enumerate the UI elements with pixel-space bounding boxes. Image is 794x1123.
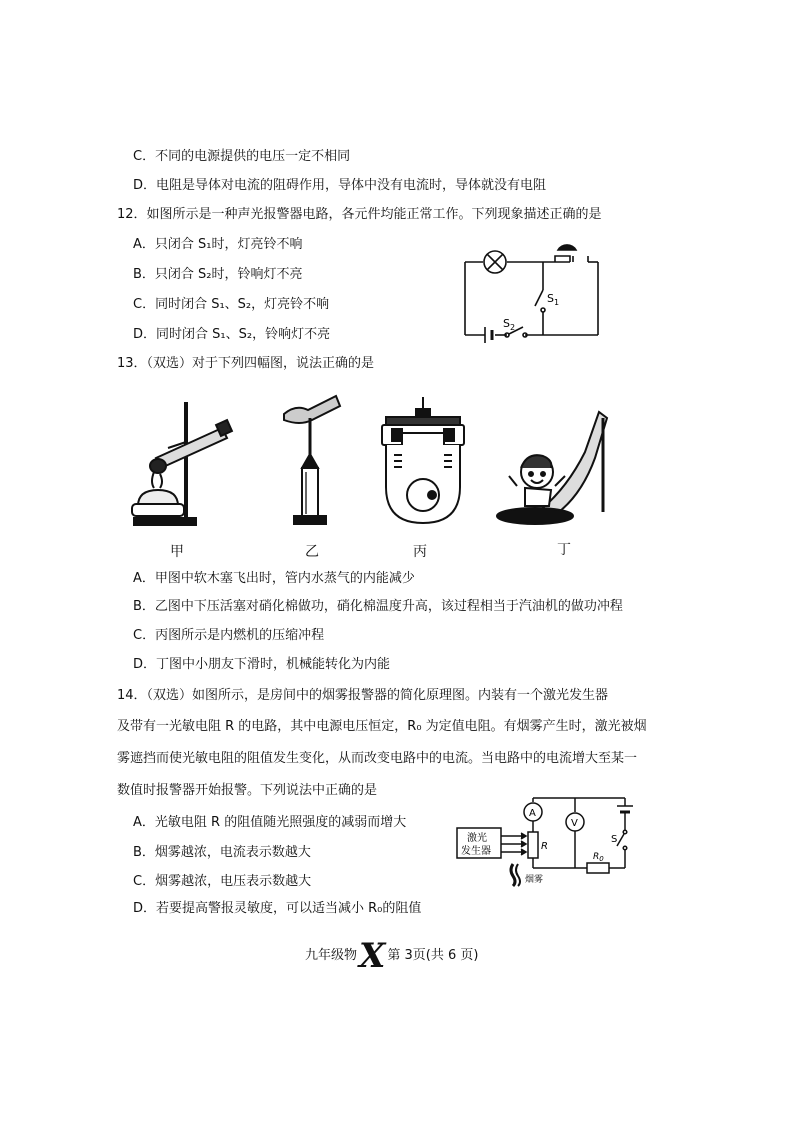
q14-option-b: B．烟雾越浓，电流表示数越大	[133, 845, 311, 860]
svg-text:S2: $S_2$	[503, 317, 516, 332]
question-14-line-3: 雾遮挡而使光敏电阻的阻值发生变化，从而改变电路中的电流。当电路中的电流增大至某一	[117, 751, 638, 766]
svg-text:R0: $R_0$	[593, 852, 604, 863]
figure-jia-test-tube-apparatus	[126, 398, 238, 528]
question-14-line-1: 14．（双选）如图所示，是房间中的烟雾报警器的简化原理图。内装有一个激光发生器	[117, 688, 609, 703]
footer-mark: X	[359, 936, 386, 976]
svg-text:V: V	[571, 818, 578, 829]
svg-text:A: A	[529, 808, 536, 819]
q14-option-a: A．光敏电阻 R 的阻值随光照强度的减弱而增大	[133, 815, 407, 830]
q14-option-c: C．烟雾越浓，电压表示数越大	[133, 874, 312, 889]
figure-yi-air-compression-tube	[278, 392, 346, 528]
svg-text:烟雾: 烟雾	[525, 875, 544, 885]
footer-subject: 九年级物	[305, 948, 358, 963]
q13-option-c: C．丙图所示是内燃机的压缩冲程	[133, 628, 325, 643]
svg-text:R: R	[541, 841, 548, 852]
q14-option-d: D．若要提高警报灵敏度，可以适当减小 R₀的阻值	[133, 901, 422, 916]
figure-bing-engine-cylinder	[380, 395, 466, 527]
q12-option-a: A．只闭合 S₁时，灯亮铃不响	[133, 237, 303, 252]
svg-text:发生器: 发生器	[461, 846, 491, 857]
svg-text:S1: $S_1$	[547, 292, 560, 307]
figure-ding-child-on-slide	[495, 402, 613, 526]
option-d-prev: D．电阻是导体对电流的阻碍作用，导体中没有电流时，导体就没有电阻	[133, 178, 547, 193]
q13-option-d: D．丁图中小朋友下滑时，机械能转化为内能	[133, 657, 391, 672]
caption-jia: 甲	[170, 544, 184, 560]
question-12: 12．如图所示是一种声光报警器电路，各元件均能正常工作。下列现象描述正确的是	[117, 207, 602, 222]
q12-option-b: B．只闭合 S₂时，铃响灯不亮	[133, 267, 303, 282]
caption-ding: 丁	[557, 542, 571, 558]
q13-option-a: A．甲图中软木塞飞出时，管内水蒸气的内能减少	[133, 571, 415, 586]
q12-option-d: D．同时闭合 S₁、S₂，铃响灯不亮	[133, 327, 331, 342]
question-13: 13．（双选）对于下列四幅图，说法正确的是	[117, 356, 375, 371]
svg-text:激光: 激光	[467, 833, 487, 844]
option-c-prev: C．不同的电源提供的电压一定不相同	[133, 149, 351, 164]
q13-option-b: B．乙图中下压活塞对硝化棉做功，硝化棉温度升高，该过程相当于汽油机的做功冲程	[133, 599, 623, 614]
q12-circuit-diagram	[455, 232, 605, 344]
caption-bing: 丙	[413, 544, 427, 560]
page-footer	[305, 936, 479, 976]
question-14-line-2: 及带有一光敏电阻 R 的电路，其中电源电压恒定，R₀ 为定值电阻。有烟雾产生时，激光被烟	[117, 719, 647, 734]
q14-smoke-alarm-circuit	[455, 786, 640, 896]
footer-page-number: 第 3页(共 6 页)	[387, 948, 479, 963]
q12-option-c: C．同时闭合 S₁、S₂，灯亮铃不响	[133, 297, 330, 312]
question-14-line-4: 数值时报警器开始报警。下列说法中正确的是	[117, 783, 378, 798]
svg-text:S: S	[611, 834, 618, 845]
caption-yi: 乙	[305, 544, 319, 560]
